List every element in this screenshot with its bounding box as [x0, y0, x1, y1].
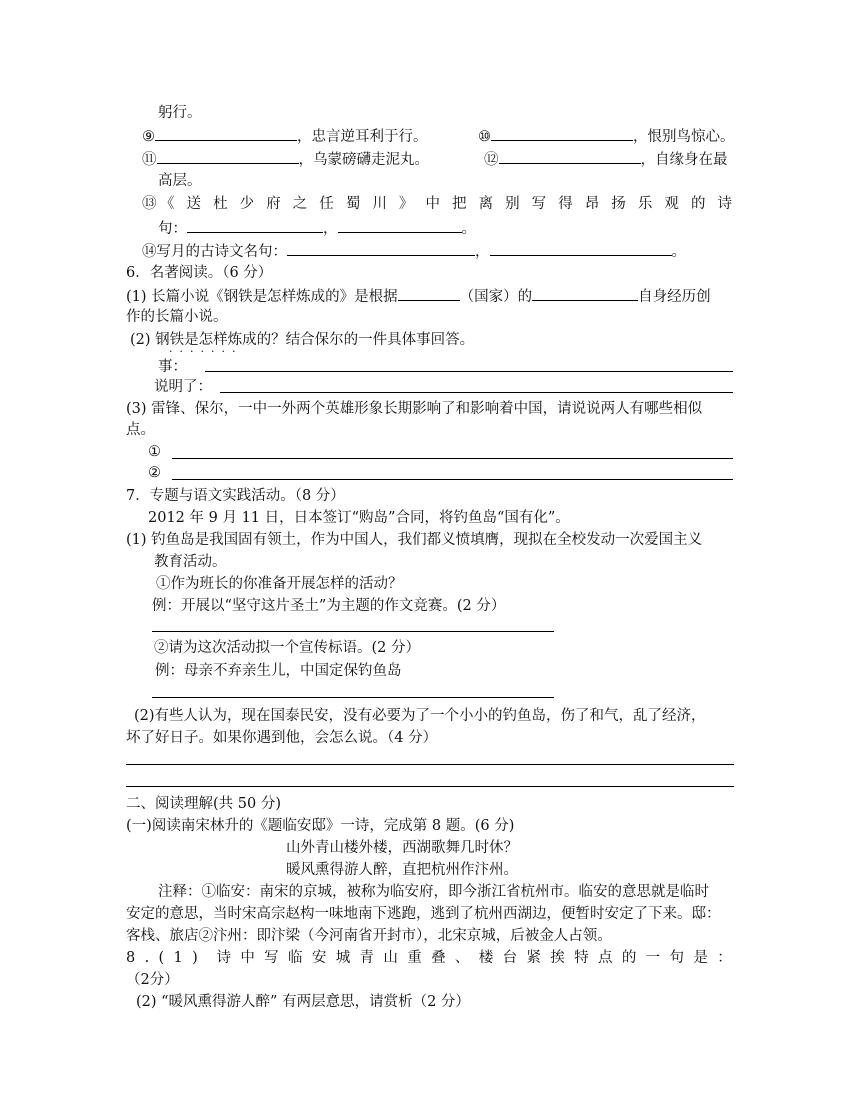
answer-line[interactable] — [152, 697, 554, 698]
answer-blank[interactable] — [187, 217, 323, 233]
answer-line[interactable] — [152, 631, 554, 632]
answer-line[interactable] — [220, 392, 733, 393]
poem-note-a: 注释：①临安：南宋的京城，被称为临安府，即今浙江省杭州市。临安的意思就是临时 — [158, 884, 709, 900]
q5-item-13-answer — [158, 217, 476, 239]
separator: ， — [475, 244, 490, 260]
q5-item-13-number: ⑬ — [142, 196, 157, 212]
q5-item-10 — [478, 125, 735, 147]
q5-item-9-text: ，忠言逆耳利于行。 — [297, 129, 428, 145]
q5-item-13-cont: 句： — [158, 221, 187, 237]
q6-part3-c2: ② — [148, 465, 161, 481]
q5-item-14-number: ⑭ — [142, 244, 157, 260]
q5-continuation: 躬行。 — [158, 105, 202, 121]
q6-part2-shuoming-label: 说明了： — [154, 379, 212, 395]
q6-title: 6．名著阅读。（6 分） — [126, 265, 273, 281]
answer-blank[interactable] — [491, 125, 633, 141]
answer-blank[interactable] — [157, 148, 299, 164]
q5-item-10-text: ，恨别鸟惊心。 — [633, 129, 735, 145]
q5-item-12-text: ，自缘身在最 — [640, 152, 728, 168]
q5-item-14-text: 写月的古诗文名句： — [156, 244, 287, 260]
answer-blank[interactable] — [287, 240, 475, 256]
answer-blank-author[interactable] — [532, 285, 638, 301]
answer-blank-country[interactable] — [398, 285, 460, 301]
q6-part1-cont: 作的长篇小说。 — [126, 309, 228, 325]
q8-part1: 8 . ( 1 ) 诗 中 写 临 安 城 青 山 重 叠 、 楼 台 紧 挨 特 点 的 一 句 是 ： — [126, 950, 732, 966]
emphasis-dots: ······· — [169, 345, 243, 358]
period: 。 — [671, 244, 686, 260]
q5-item-11-text: ，乌蒙磅礴走泥丸。 — [298, 152, 429, 168]
q5-item-9-number: ⑨ — [142, 129, 155, 145]
q6-part1-text-c: 自身经历创 — [638, 289, 711, 305]
q7-part2-cont: 坏了好日子。如果你遇到他，会怎么说。（4 分） — [126, 730, 438, 746]
q5-item-11-number: ⑪ — [142, 152, 157, 168]
q6-part1-text-b: （国家）的 — [459, 289, 533, 305]
q6-part2-shi-label: 事： — [158, 359, 187, 375]
separator: ， — [323, 221, 338, 237]
q7-sub2: ②请为这次活动拟一个宣传标语。(2 分） — [154, 640, 420, 656]
poem-line-1: 山外青山楼外楼，西湖歌舞几时休？ — [286, 840, 518, 856]
q6-part2: (2) 钢铁是怎样炼成的？结合保尔的一件具体事回答。 — [130, 332, 475, 348]
q6-part1-text-a: (1) 长篇小说《钢铁是怎样炼成的》是根据 — [126, 289, 398, 305]
q6-part3-cont: 点。 — [126, 422, 155, 438]
answer-line[interactable] — [126, 764, 734, 765]
poem-line-2: 暖风熏得游人醉，直把杭州作汴州。 — [286, 862, 518, 878]
answer-blank[interactable] — [490, 240, 672, 256]
period: 。 — [461, 221, 476, 237]
answer-line[interactable] — [172, 458, 733, 459]
q8-part2: (2) “暖风熏得游人醉” 有两层意思，请赏析（2 分） — [136, 994, 470, 1010]
q7-sub2-example: 例：母亲不弃亲生儿，中国定保钓鱼岛 — [155, 663, 402, 679]
q6-part3-c1: ① — [148, 444, 161, 460]
q8-part1-score: （2分） — [126, 972, 179, 988]
poem-note-c: 客栈、旅店②汴州：即汴梁（今河南省开封市），北宋京城，后被金人占领。 — [126, 928, 612, 944]
q5-item-12 — [484, 148, 728, 170]
q7-sub1: ①作为班长的你准备开展怎样的活动？ — [156, 576, 403, 592]
q5-item-14 — [142, 240, 686, 262]
q5-item-11 — [142, 148, 429, 170]
section2-title: 二、阅读理解(共 50 分) — [126, 796, 281, 812]
poem-note-b: 安定的意思，当时宋高宗赵构一味地南下逃跑，逃到了杭州西湖边，便暂时安定了下来。邸： — [126, 906, 721, 922]
answer-blank[interactable] — [338, 217, 462, 233]
q5-item-12-cont: 高层。 — [158, 173, 202, 189]
answer-line[interactable] — [205, 371, 733, 372]
q7-part2: (2)有些人认为，现在国泰民安，没有必要为了一个小小的钓鱼岛，伤了和气，乱了经济， — [134, 708, 706, 724]
q6-part3: (3) 雷锋、保尔，一中一外两个英雄形象长期影响了和影响着中国，请说说两人有哪些相似 — [126, 401, 703, 417]
q5-item-12-number: ⑫ — [484, 152, 499, 168]
q7-part1-cont: 教育活动。 — [154, 554, 227, 570]
q5-item-13-text: 《 送 杜 少 府 之 任 蜀 川 》 中 把 离 别 写 得 昂 扬 乐 观 的 诗 — [160, 196, 732, 212]
q7-title: 7．专题与语文实践活动。（8 分） — [126, 488, 345, 504]
q5-item-9 — [142, 125, 428, 147]
q6-part1 — [126, 285, 711, 307]
q7-intro: 2012 年 9 月 11 日，日本签订“购岛”合同，将钓鱼岛“国有化”。 — [148, 510, 570, 526]
answer-line[interactable] — [126, 786, 734, 787]
section2-sub1: (一)阅读南宋林升的《题临安邸》一诗，完成第 8 题。(6 分) — [126, 818, 515, 834]
q7-part1: (1) 钓鱼岛是我国固有领土，作为中国人，我们都义愤填膺，现拟在全校发动一次爱国主义 — [126, 532, 703, 548]
answer-line[interactable] — [172, 479, 733, 480]
q7-sub1-example: 例：开展以“坚守这片圣土”为主题的作文竞赛。(2 分） — [152, 598, 506, 614]
answer-blank[interactable] — [155, 125, 297, 141]
answer-blank[interactable] — [499, 148, 641, 164]
q5-item-10-number: ⑩ — [478, 129, 491, 145]
